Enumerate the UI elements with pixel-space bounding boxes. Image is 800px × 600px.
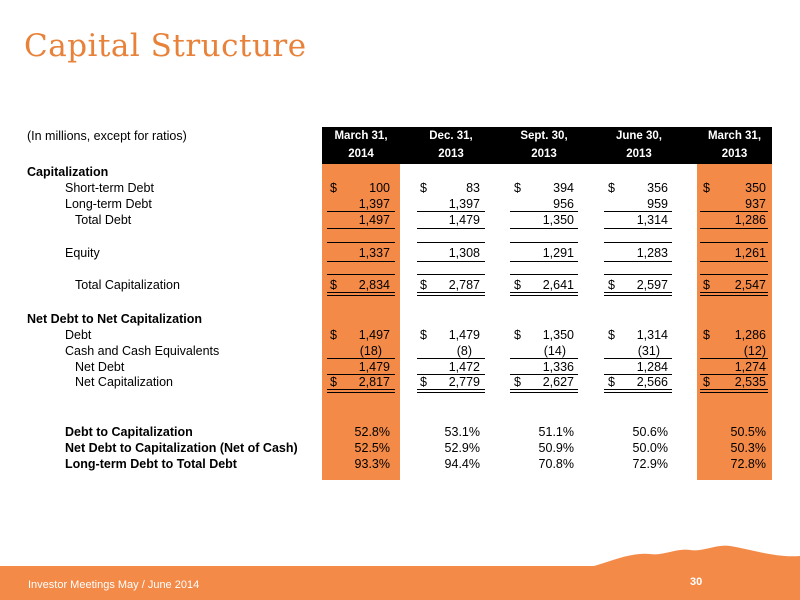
currency-symbol: $ <box>330 328 337 342</box>
table-cell: 1,261 <box>734 246 766 260</box>
table-cell: 72.9% <box>632 457 668 471</box>
total-rule <box>417 261 485 262</box>
currency-symbol: $ <box>420 278 427 292</box>
table-cell: 1,308 <box>448 246 480 260</box>
total-rule <box>700 261 768 262</box>
row-label: Short-term Debt <box>65 181 154 195</box>
table-cell: 2,817 <box>358 375 390 389</box>
table-cell: 959 <box>647 197 668 211</box>
total-rule <box>604 261 672 262</box>
total-rule <box>700 274 768 275</box>
footer-text: Investor Meetings May / June 2014 <box>28 579 200 591</box>
total-rule <box>700 358 768 359</box>
double-rule <box>417 389 485 393</box>
table-cell: 1,283 <box>636 246 668 260</box>
table-cell: 83 <box>466 181 480 195</box>
total-rule <box>327 211 395 212</box>
row-label: Cash and Cash Equivalents <box>65 344 220 358</box>
currency-symbol: $ <box>703 181 710 195</box>
total-rule <box>327 374 395 375</box>
column-header: March 31, <box>334 130 388 142</box>
table-cell: 2,779 <box>448 375 480 389</box>
currency-symbol: $ <box>514 278 521 292</box>
currency-symbol: $ <box>703 328 710 342</box>
double-rule <box>700 292 768 296</box>
column-header: Sept. 30, <box>520 130 568 142</box>
section-heading: Net Debt to Net Capitalization <box>27 312 203 326</box>
table-cell: 70.8% <box>538 457 574 471</box>
row-label: Total Debt <box>75 213 132 227</box>
table-cell: 394 <box>553 181 574 195</box>
table-cell: (18) <box>359 344 382 358</box>
table-cell: 50.6% <box>632 425 668 439</box>
table-cell: 53.1% <box>444 425 480 439</box>
table-cell: 1,286 <box>734 213 766 227</box>
total-rule <box>327 274 395 275</box>
currency-symbol: $ <box>330 375 337 389</box>
table-cell: 1,336 <box>542 360 574 374</box>
table-cell: 937 <box>745 197 766 211</box>
table-cell: 2,834 <box>358 278 390 292</box>
currency-symbol: $ <box>703 375 710 389</box>
column-header: Dec. 31, <box>429 130 473 142</box>
currency-symbol: $ <box>608 375 615 389</box>
table-cell: 1,350 <box>542 328 574 342</box>
currency-symbol: $ <box>703 278 710 292</box>
table-cell: 1,274 <box>734 360 766 374</box>
currency-symbol: $ <box>420 328 427 342</box>
column-header: 2013 <box>721 148 748 160</box>
table-cell: 350 <box>745 181 766 195</box>
column-header: 2014 <box>348 148 374 160</box>
table-cell: 52.5% <box>354 441 390 455</box>
total-rule <box>604 374 672 375</box>
table-cell: 1,497 <box>358 213 390 227</box>
total-rule <box>604 242 672 243</box>
currency-symbol: $ <box>330 181 337 195</box>
table-cell: 1,314 <box>636 213 668 227</box>
table-cell: (31) <box>637 344 660 358</box>
table-cell: 100 <box>369 181 390 195</box>
total-rule <box>510 374 578 375</box>
table-cell: 50.0% <box>632 441 668 455</box>
table-cell: 2,566 <box>636 375 668 389</box>
total-rule <box>700 228 768 229</box>
total-rule <box>700 242 768 243</box>
total-rule <box>417 242 485 243</box>
total-rule <box>510 358 578 359</box>
currency-symbol: $ <box>608 181 615 195</box>
column-header: March 31, <box>707 130 762 142</box>
section-heading: Capitalization <box>27 165 109 179</box>
units-note: (In millions, except for ratios) <box>27 129 187 143</box>
row-label: Long-term Debt <box>65 197 152 211</box>
table-cell: 1,350 <box>542 213 574 227</box>
table-cell: 2,535 <box>734 375 766 389</box>
table-cell: 356 <box>647 181 668 195</box>
currency-symbol: $ <box>514 375 521 389</box>
total-rule <box>417 211 485 212</box>
row-label: Net Debt <box>75 360 125 374</box>
column-header: 2013 <box>438 148 464 160</box>
mountain-decoration <box>590 540 800 567</box>
table-cell: 1,497 <box>358 328 390 342</box>
row-label: Total Capitalization <box>75 278 180 292</box>
page-number: 30 <box>690 576 703 588</box>
table-cell: 1,337 <box>358 246 390 260</box>
total-rule <box>327 261 395 262</box>
table-cell: (12) <box>743 344 766 358</box>
currency-symbol: $ <box>608 278 615 292</box>
table-cell: 1,284 <box>636 360 668 374</box>
total-rule <box>510 211 578 212</box>
total-rule <box>417 374 485 375</box>
total-rule <box>604 211 672 212</box>
table-cell: 1,479 <box>358 360 390 374</box>
table-cell: 50.3% <box>730 441 766 455</box>
total-rule <box>327 358 395 359</box>
table-cell: 1,479 <box>448 213 480 227</box>
table-cell: 2,627 <box>542 375 574 389</box>
table-cell: 1,286 <box>734 328 766 342</box>
total-rule <box>700 211 768 212</box>
double-rule <box>604 292 672 296</box>
table-cell: (14) <box>543 344 566 358</box>
table-cell: (8) <box>456 344 472 358</box>
total-rule <box>510 242 578 243</box>
table-cell: 1,397 <box>358 197 390 211</box>
total-rule <box>417 358 485 359</box>
table-cell: 1,397 <box>448 197 480 211</box>
table-cell: 1,479 <box>448 328 480 342</box>
total-rule <box>510 274 578 275</box>
column-header: June 30, <box>615 130 663 142</box>
ratio-label: Net Debt to Capitalization (Net of Cash) <box>65 441 298 455</box>
double-rule <box>510 292 578 296</box>
total-rule <box>510 228 578 229</box>
table-cell: 2,787 <box>448 278 480 292</box>
double-rule <box>510 389 578 393</box>
table-cell: 94.4% <box>444 457 480 471</box>
currency-symbol: $ <box>420 375 427 389</box>
row-label: Net Capitalization <box>75 375 173 389</box>
total-rule <box>604 274 672 275</box>
table-cell: 1,314 <box>636 328 668 342</box>
double-rule <box>417 292 485 296</box>
currency-symbol: $ <box>514 181 521 195</box>
ratio-label: Long-term Debt to Total Debt <box>65 457 237 471</box>
currency-symbol: $ <box>330 278 337 292</box>
total-rule <box>417 274 485 275</box>
currency-symbol: $ <box>608 328 615 342</box>
table-cell: 50.9% <box>538 441 574 455</box>
table-cell: 2,641 <box>542 278 574 292</box>
double-rule <box>327 389 395 393</box>
double-rule <box>604 389 672 393</box>
double-rule <box>327 292 395 296</box>
row-label: Equity <box>65 246 100 260</box>
table-cell: 2,547 <box>734 278 766 292</box>
total-rule <box>700 374 768 375</box>
table-cell: 956 <box>553 197 574 211</box>
table-cell: 72.8% <box>730 457 766 471</box>
currency-symbol: $ <box>420 181 427 195</box>
table-cell: 51.1% <box>538 425 574 439</box>
total-rule <box>604 358 672 359</box>
table-cell: 52.9% <box>444 441 480 455</box>
column-header: 2013 <box>531 148 557 160</box>
table-cell: 1,472 <box>448 360 480 374</box>
column-header: 2013 <box>626 148 652 160</box>
total-rule <box>417 228 485 229</box>
currency-symbol: $ <box>514 328 521 342</box>
double-rule <box>700 389 768 393</box>
ratio-label: Debt to Capitalization <box>65 425 193 439</box>
row-label: Debt <box>65 328 92 342</box>
total-rule <box>327 242 395 243</box>
page-title: Capital Structure <box>24 28 307 64</box>
table-cell: 1,291 <box>542 246 574 260</box>
total-rule <box>327 228 395 229</box>
total-rule <box>604 228 672 229</box>
table-cell: 2,597 <box>636 278 668 292</box>
total-rule <box>510 261 578 262</box>
table-cell: 50.5% <box>730 425 766 439</box>
table-cell: 93.3% <box>354 457 390 471</box>
table-cell: 52.8% <box>354 425 390 439</box>
